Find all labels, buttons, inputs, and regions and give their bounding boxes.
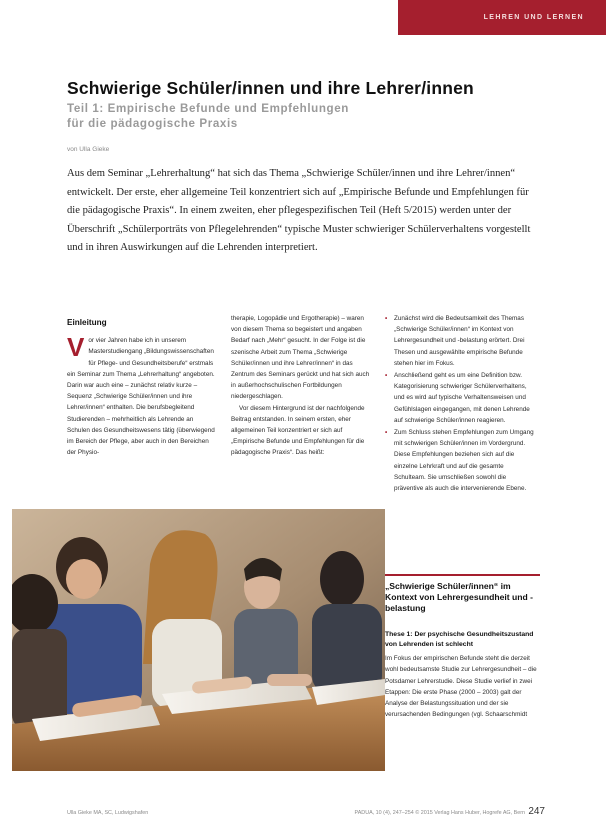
sidebar-heading: „Schwierige Schüler/innen“ im Kontext von Lehrergesundheit und -belastung [385,574,540,614]
intro-text: or vier Jahren habe ich in unserem Masterstudiengang „Bildungswissenschaften für Pflege- und Gesundheitsberufe“ erstmals ein Seminar zum Thema „Lehrerhaltung“ angeboten. Darin war auch eine – zunächst relativ kurze – Sequenz „Schwierige Schüler/innen und ihre Lehrer/innen“ enthalten. Die berufsbegleitend Studierenden – mehrheitlich als Lehrende an Schulen des Gesundheitswesens tätig (überwiegend im Bereich der Pflege, aber auch in den Bereichen der Physio- [67,337,215,457]
intro-paragraph [67,332,217,458]
classroom-photo [12,509,385,771]
sidebar-body: Im Fokus der empirischen Befunde steht die derzeit wohl bedeutsamste Studie zur Lehrergesundheit – die Potsdamer Lehrerstudie. Diese Studie verlief in zwei Etappen: Die erste Phase (2000 – 2003) galt der Analyse der Belastungssituation und der sie verursachenden Bedingungen (vgl. Schaarschmidt [385,655,537,719]
lead-paragraph [67,165,542,258]
column-3 [385,313,535,495]
article-subtitle [67,101,467,131]
bullet-item: • Zum Schluss stehen Empfehlungen zum Umgang mit schwierigen Schüler/innen im Vordergrund. Diese Empfehlungen beziehen sich auf die einzelne Lehrkraft und auf die gesamte Schulteam. Sie umschließen sowohl die präventive als auch die intervenierende Ebene. [385,427,535,494]
classroom-illustration [12,509,385,771]
sidebar-box [385,574,540,721]
subtitle-line-2: für die pädagogische Praxis [67,117,238,130]
author-byline: von Ulla Gieke [67,146,110,153]
column-1 [67,317,217,458]
footer-citation: PADUA, 10 (4), 247–254 © 2015 Verlag Hans Huber, Hogrefe AG, Bern [354,810,525,816]
col2-paragraph-1: therapie, Logopädie und Ergotherapie) – waren von diesem Thema so begeistert und angaben Bedarf nach „Mehr“ gesucht. In der Folge ist die szenische Arbeit zum Thema „Schwierige Schüler/innen und ihre Lehrer/innen“ in das Zentrum des Seminars gerückt und hat sich auch in außerhochschulischen Fortbildungen niedergeschlagen. [231,315,370,401]
col2-paragraph-2: Vor diesem Hintergrund ist der nachfolgende Beitrag entstanden. In seinem ersten, eher allgemeinen Teil konzentriert er sich auf „Empirische Befunde und Empfehlungen für die pädagogische Praxis“. Das heißt: [231,404,365,457]
section-tag-label: LEHREN UND LERNEN [483,14,584,21]
lead-text: Aus dem Seminar „Lehrerhaltung“ hat sich das Thema „Schwierige Schüler/innen und ihre Lehrer/innen“ entwickelt. Der erste, eher allgemeine Teil konzentriert sich auf „Empirische Befunde und Empfehlungen für die pädagogische Praxis“. In einem zweiten, eher pflegespezifischen Teil (Heft 5/2015) werden unter der Überschrift „Schülerporträts von Pflegelehrenden“ typische Muster schwieriger Schülerverhaltens vorgestellt und in ihren Auswirkungen auf die Lehrenden interpretiert. [67,168,531,254]
section-heading-einleitung: Einleitung [67,318,107,327]
these-1-title: These 1: Der psychische Gesundheitszustand von Lehrenden ist schlecht [385,631,534,648]
bullet-list [385,313,535,494]
article-title: Schwierige Schüler/innen und ihre Lehrer/innen [67,78,474,98]
drop-cap: V [67,332,85,363]
page-number: 247 [528,806,545,817]
bullet-item: • Anschließend geht es um eine Definition bzw. Kategorisierung schwieriger Schülerverhaltens, und es wird auf typische Verhaltensweisen und Gefühlslagen eingegangen, mit denen Lehrende auf schwierige Schüler/innen reagieren. [385,370,535,426]
page-footer [67,808,545,822]
subtitle-line-1: Teil 1: Empirische Befunde und Empfehlungen [67,102,349,115]
footer-author: Ulla Gieke MA, SC, Ludwigshafen [67,810,149,816]
section-tag [398,0,606,35]
bullet-item: • Zunächst wird die Bedeutsamkeit des Themas „Schwierige Schüler/innen“ im Kontext von Lehrergesundheit und -belastung erörtert. Drei Thesen und ausgewählte empirische Befunde stehen hier im Fokus. [385,313,535,369]
column-2 [231,313,371,459]
